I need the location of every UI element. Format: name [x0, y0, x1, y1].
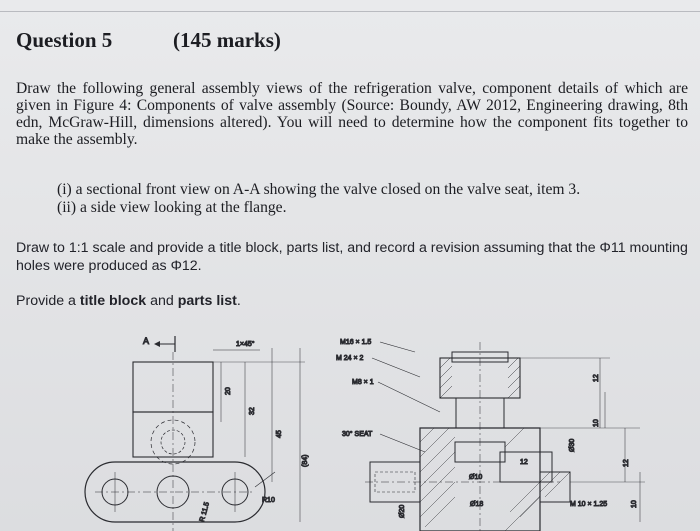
dimension-12a: 12	[520, 459, 528, 466]
flange-body-drawing	[85, 336, 309, 531]
question-heading	[16, 28, 281, 53]
thread-m16-label: M16 × 1.5	[340, 339, 372, 346]
top-divider	[0, 11, 700, 12]
dimension-32: 32	[249, 407, 256, 415]
thread-m10-label: M 10 × 1.25	[570, 501, 608, 508]
seat-label: 30° SEAT	[342, 431, 373, 438]
thread-m8-label: M8 × 1	[352, 379, 374, 386]
question-marks: (145 marks)	[173, 28, 281, 52]
drawing-instructions: Draw to 1:1 scale and provide a title block, parts list, and record a revision assuming that the Φ11 mounting holes were produced as Φ12.	[16, 240, 688, 274]
task-item: (ii) a side view looking at the flange.	[57, 199, 287, 216]
dimension-12c: 12	[623, 459, 630, 467]
dimension-12b: 12	[593, 374, 600, 382]
dimension-84: (84)	[302, 454, 309, 467]
title-block-emphasis: title block	[79, 293, 147, 309]
question-intro: Draw the following general assembly views of the refrigeration valve, component details of which are given in Figure 4: Components of valve assembly (Source: Boundy, AW 2012, Engineering drawing, 8th edn, McGraw-Hill, dimensions altered). You will need to determine how the component fits together to make the assembly.	[16, 80, 688, 148]
task-list	[57, 181, 580, 217]
chamfer-dimension: 1×45°	[236, 341, 255, 348]
parts-list-emphasis: parts list	[177, 293, 237, 309]
dimension-dia20: Ø20	[399, 504, 406, 518]
dimension-20: 20	[225, 387, 232, 395]
dimension-dia18: Ø18	[470, 501, 484, 508]
valve-section-drawing	[336, 339, 645, 531]
question-title: Question 5	[16, 28, 113, 52]
section-marker-label: A	[143, 336, 150, 346]
valve-components-figure	[0, 322, 700, 531]
provide-instruction: Provide a title block and parts list.	[16, 293, 241, 309]
dimension-r10: R10	[262, 497, 275, 504]
thread-m24-label: M 24 × 2	[336, 355, 364, 362]
dimension-10: 10	[593, 419, 600, 427]
dimension-r11-5: R 11.5	[198, 501, 211, 523]
dimension-dia10: Ø10	[469, 474, 483, 481]
dimension-10b: 10	[631, 500, 638, 508]
dimension-dia30: Ø30	[569, 438, 576, 452]
dimension-45: 45	[276, 430, 283, 438]
task-item: (i) a sectional front view on A-A showing the valve closed on the valve seat, item 3.	[57, 181, 581, 198]
